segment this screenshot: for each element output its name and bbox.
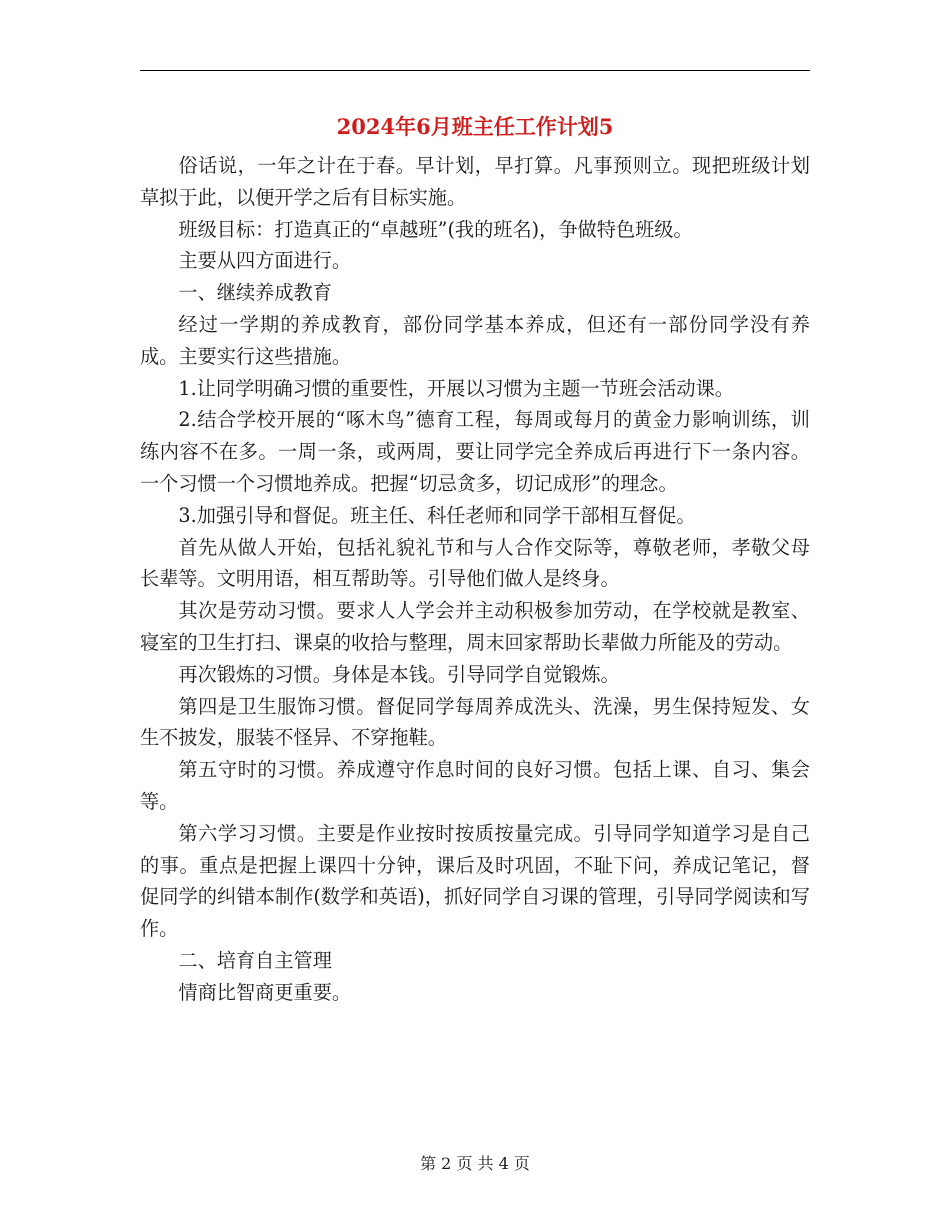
paragraph-eq: 情商比智商更重要。 [178,980,352,1004]
page-number: 第 2 页 共 4 页 [420,1154,530,1173]
list-item-1: 1.让同学明确习惯的重要性，开展以习惯为主题一节班会活动课。 [178,376,734,400]
document-body [140,150,810,1009]
list-item-3: 3.加强引导和督促。班主任、科任老师和同学干部相互督促。 [178,503,696,527]
paragraph-four-aspects: 主要从四方面进行。 [178,249,352,273]
section-heading-self-management: 二、培育自主管理 [178,948,332,972]
paragraph-exercise: 再次锻炼的习惯。身体是本钱。引导同学自觉锻炼。 [178,662,620,686]
paragraph-class-goal: 班级目标：打造真正的“卓越班”(我的班名)，争做特色班级。 [178,217,693,241]
header-rule [140,70,810,71]
paragraph-intro: 俗话说，一年之计在于春。早计划，早打算。凡事预则立。现把班级计划草拟于此，以便开学之后有目标实施。 [140,154,810,209]
paragraph-punctuality: 第五守时的习惯。养成遵守作息时间的良好习惯。包括上课、自习、集会等。 [140,758,810,813]
paragraph-study: 第六学习习惯。主要是作业按时按质按量完成。引导同学知道学习是自己的事。重点是把握上课四十分钟，课后及时巩固，不耻下问，养成记笔记，督促同学的纠错本制作(数学和英语)，抓好同学自习课的管理，引导同学阅读和写作。 [140,821,810,941]
paragraph-conduct: 首先从做人开始，包括礼貌礼节和与人合作交际等，尊敬老师，孝敬父母长辈等。文明用语，相互帮助等。引导他们做人是终身。 [140,535,810,591]
paragraph-habit-overview: 经过一学期的养成教育，部份同学基本养成，但还有一部份同学没有养成。主要实行这些措施。 [140,312,810,368]
paragraph-labor: 其次是劳动习惯。要求人人学会并主动积极参加劳动，在学校就是教室、寝室的卫生打扫、课桌的收拾与整理，周末回家帮助长辈做力所能及的劳动。 [140,599,810,654]
section-heading-habit-education: 一、继续养成教育 [178,281,332,305]
document-title: 2024年6月班主任工作计划5 [336,114,614,139]
paragraph-hygiene: 第四是卫生服饰习惯。督促同学每周养成洗头、洗澡，男生保持短发、女生不披发，服装不怪异、不穿拖鞋。 [140,694,810,750]
list-item-2: 2.结合学校开展的“啄木鸟”德育工程，每周或每月的黄金力影响训练，训练内容不在多。一周一条，或两周，要让同学完全养成后再进行下一条内容。一个习惯一个习惯地养成。把握“切忌贪多，切记成形”的理念。 [140,408,810,495]
